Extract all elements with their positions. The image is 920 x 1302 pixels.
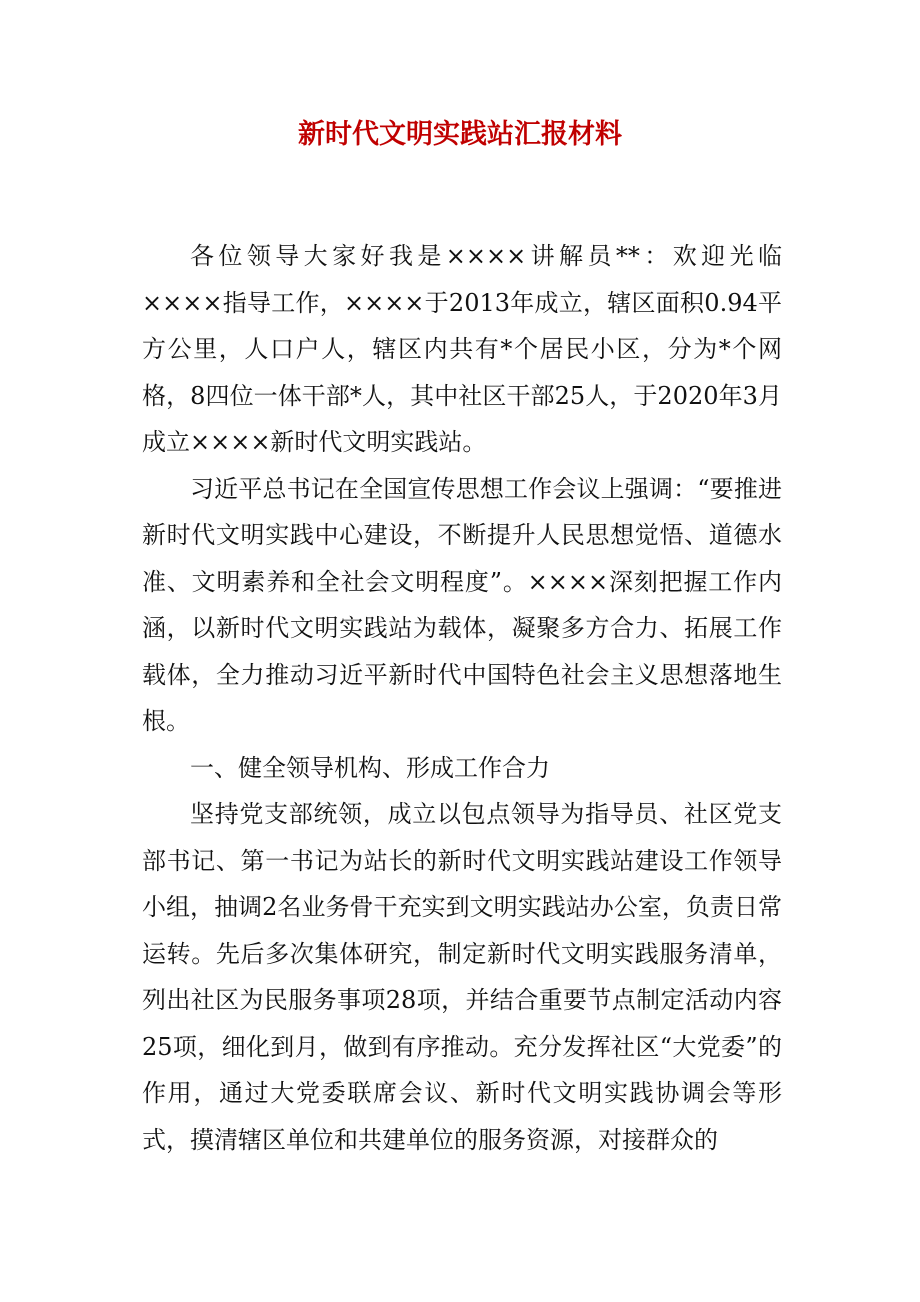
paragraph-intro: 各位领导大家好我是××××讲解员**：欢迎光临××××指导工作，××××于2013年成立，辖区面积0.94平方公里，人口户人，辖区内共有*个居民小区，分为*个网格，8四位一体干部*人，其中社区干部25人，于2020年3月成立××××新时代文明实践站。 bbox=[142, 242, 782, 456]
section-heading-1: 一、健全领导机构、形成工作合力 bbox=[190, 753, 550, 782]
document-title: 新时代文明实践站汇报材料 bbox=[298, 119, 622, 150]
paragraph-quote: 习近平总书记在全国宣传思想工作会议上强调：“要推进新时代文明实践中心建设，不断提升人民思想觉悟、道德水准、文明素养和全社会文明程度”。××××深刻把握工作内涵，以新时代文明实践站为载体，凝聚多方合力、拓展工作载体，全力推动习近平新时代中国特色社会主义思想落地生根。 bbox=[142, 474, 782, 735]
document-body bbox=[142, 233, 782, 1163]
paragraph-section-1: 坚持党支部统领，成立以包点领导为指导员、社区党支部书记、第一书记为站长的新时代文明实践站建设工作领导小组，抽调2名业务骨干充实到文明实践站办公室，负责日常运转。先后多次集体研究，制定新时代文明实践服务清单，列出社区为民服务事项28项，并结合重要节点制定活动内容25项，细化到月，做到有序推动。充分发挥社区“大党委”的作用，通过大党委联席会议、新时代文明实践协调会等形式，摸清辖区单位和共建单位的服务资源，对接群众的 bbox=[142, 800, 782, 1154]
